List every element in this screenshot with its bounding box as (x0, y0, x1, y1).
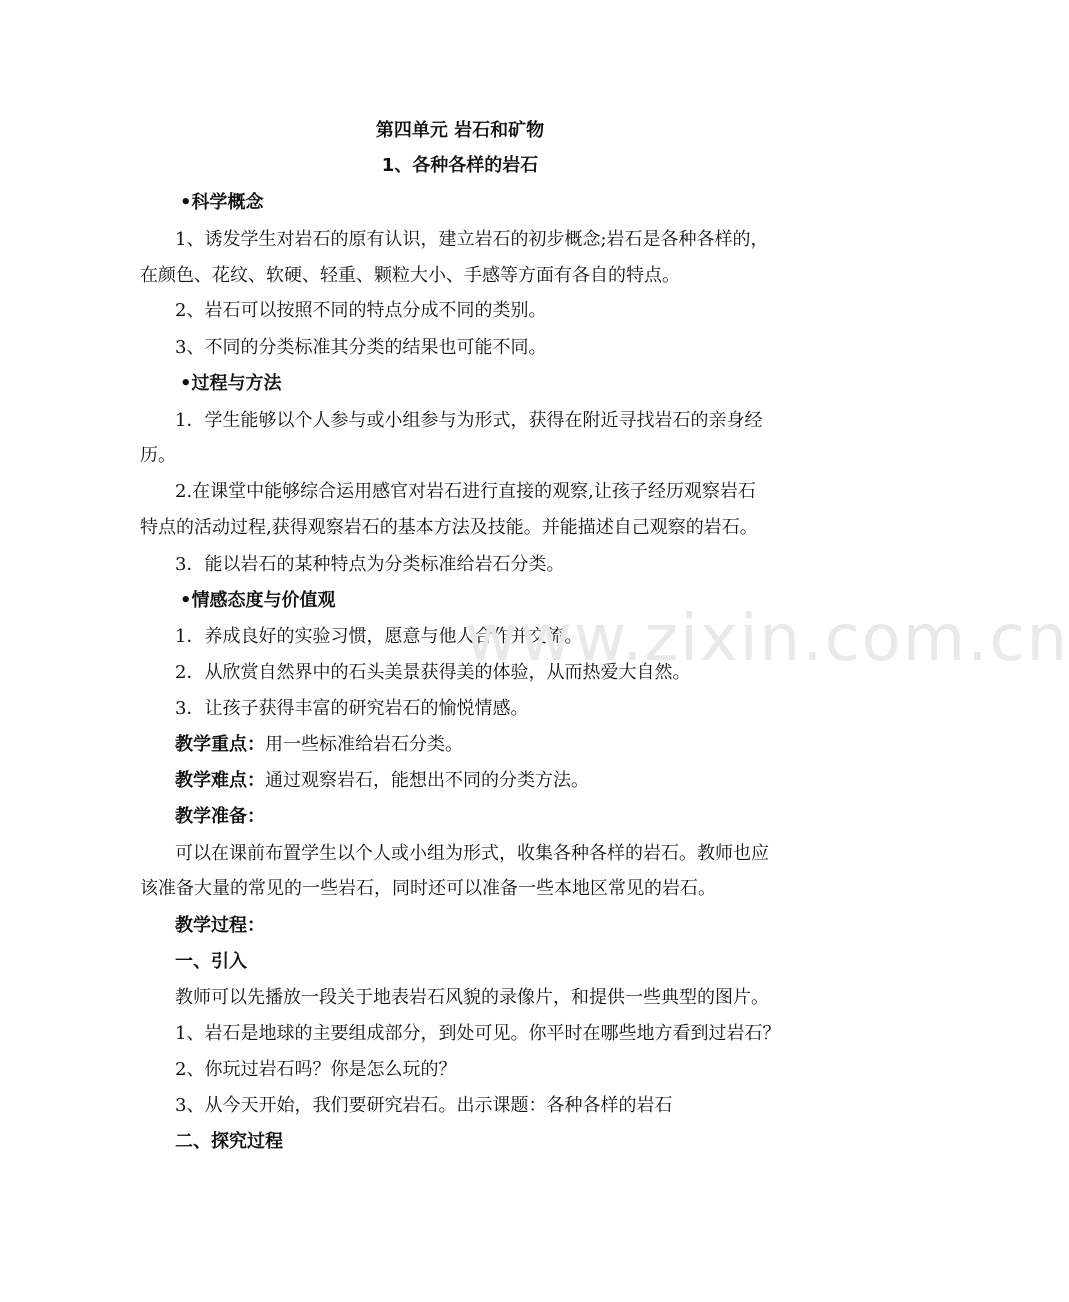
paragraph-line: 1、岩石是地球的主要组成部分，到处可见。你平时在哪些地方看到过岩石？ (175, 1023, 781, 1044)
paragraph-line: 2.在课堂中能够综合运用感官对岩石进行直接的观察,让孩子经历观察岩石 (175, 481, 756, 502)
paragraph-line: 3．让孩子获得丰富的研究岩石的愉悦情感。 (175, 698, 529, 719)
teaching-difficulty-text: 通过观察岩石，能想出不同的分类方法。 (265, 770, 589, 791)
paragraph-line: 特点的活动过程,获得观察岩石的基本方法及技能。并能描述自己观察的岩石。 (140, 517, 758, 538)
lesson-title: 1、各种各样的岩石 (381, 155, 539, 176)
paragraph-line: 3、从今天开始，我们要研究岩石。出示课题：各种各样的岩石 (175, 1095, 673, 1116)
paragraph-line: 3．能以岩石的某种特点为分类标准给岩石分类。 (175, 554, 565, 575)
paragraph-line: 教师可以先播放一段关于地表岩石风貌的录像片，和提供一些典型的图片。 (175, 987, 769, 1008)
section-heading-introduction: 一、引入 (175, 951, 247, 972)
paragraph-line: 历。 (140, 445, 176, 466)
paragraph-line: 2、岩石可以按照不同的特点分成不同的类别。 (175, 300, 547, 321)
paragraph-line: 在颜色、花纹、软硬、轻重、颗粒大小、手感等方面有各自的特点。 (140, 265, 680, 286)
paragraph-line: 1．学生能够以个人参与或小组参与为形式，获得在附近寻找岩石的亲身经 (175, 410, 763, 431)
paragraph-line: 该准备大量的常见的一些岩石，同时还可以准备一些本地区常见的岩石。 (140, 878, 716, 899)
section-heading-process-methods: •过程与方法 (180, 373, 282, 394)
section-heading-attitudes-values: •情感态度与价值观 (180, 590, 336, 611)
paragraph-line: 1．养成良好的实验习惯，愿意与他人合作并交流。 (175, 626, 583, 647)
teaching-prep-label: 教学准备： (175, 806, 265, 827)
teaching-focus (175, 733, 920, 757)
unit-title: 第四单元 岩石和矿物 (375, 120, 545, 141)
watermark-text: www.zixin.com.cn (465, 602, 1069, 676)
teaching-difficulty-label: 教学难点： (175, 770, 265, 791)
paragraph-line: 3、不同的分类标准其分类的结果也可能不同。 (175, 337, 547, 358)
teaching-difficulty (175, 769, 920, 793)
paragraph-line: 2．从欣赏自然界中的石头美景获得美的体验，从而热爱大自然。 (175, 662, 691, 683)
paragraph-line: 2、你玩过岩石吗？你是怎么玩的？ (175, 1059, 457, 1080)
teaching-process-label: 教学过程： (175, 915, 265, 936)
paragraph-line: 可以在课前布置学生以个人或小组为形式，收集各种各样的岩石。教师也应 (175, 843, 769, 864)
section-heading-science-concepts: •科学概念 (180, 192, 264, 213)
section-heading-exploration: 二、探究过程 (175, 1131, 283, 1152)
teaching-focus-text: 用一些标准给岩石分类。 (265, 734, 463, 755)
paragraph-line: 1、诱发学生对岩石的原有认识，建立岩石的初步概念;岩石是各种各样的， (175, 229, 769, 250)
teaching-focus-label: 教学重点： (175, 734, 265, 755)
